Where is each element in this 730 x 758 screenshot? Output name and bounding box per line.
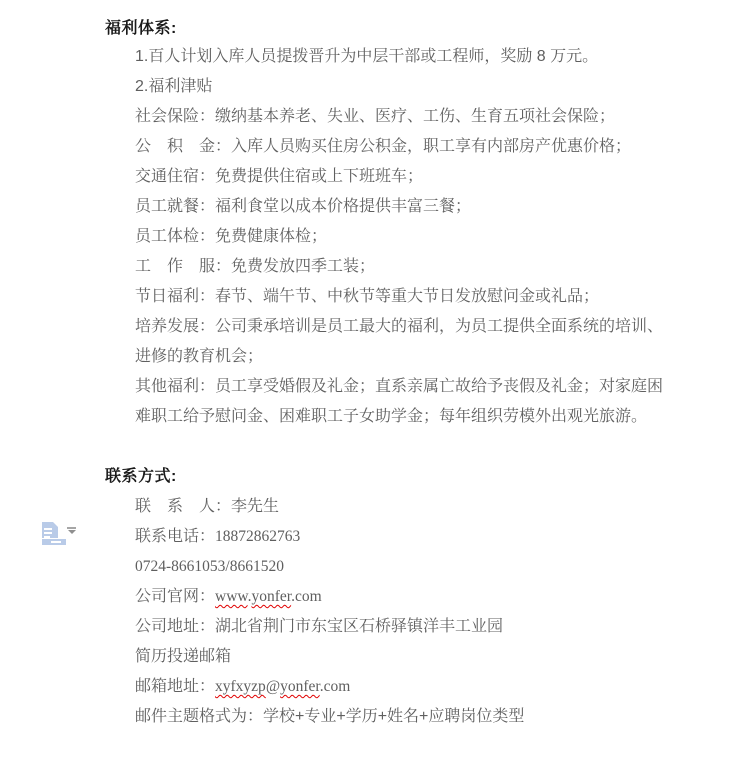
text-segment: . <box>319 678 324 695</box>
welfare-section-body <box>135 42 663 432</box>
text-segment: 18872862763 <box>215 528 301 545</box>
icon-clipboard-bar <box>42 538 66 546</box>
text-line <box>135 342 663 372</box>
spellcheck-flagged-text: yonfer <box>280 678 320 695</box>
text-segment: 简历投递邮箱 <box>135 648 232 665</box>
chevron-down-icon[interactable] <box>66 527 77 535</box>
text-segment: 交通住宿：免费提供住宿或上下班班车； <box>135 168 424 185</box>
text-segment: 社会保险：缴纳基本养老、失业、医疗、工伤、生育五项社会保险； <box>135 108 616 125</box>
text-segment: 其他福利：员工享受婚假及礼金；直系亲属亡故给予丧假及礼金；对家庭困 <box>135 378 664 395</box>
text-line <box>135 252 663 282</box>
text-segment: @ <box>265 678 281 695</box>
contact-section-body <box>135 492 524 732</box>
text-line <box>135 492 524 522</box>
text-line <box>135 402 663 432</box>
text-segment: . <box>247 588 252 605</box>
text-segment: 公司官网： <box>135 588 216 605</box>
text-segment: 员工体检：免费健康体检； <box>135 228 328 245</box>
page-fold <box>53 522 58 527</box>
text-segment: com <box>294 588 322 605</box>
chevron-triangle <box>68 530 76 534</box>
contact-section-heading: 联系方式: <box>105 468 177 485</box>
spellcheck-flagged-text: www <box>215 588 248 605</box>
text-line <box>135 132 663 162</box>
text-line <box>135 702 524 732</box>
text-line <box>135 552 524 582</box>
text-segment: 培养发展：公司秉承培训是员工最大的福利，为员工提供全面系统的培训、 <box>135 318 664 335</box>
text-segment: 工 作 服：免费发放四季工装； <box>135 258 376 275</box>
text-segment: 2.福利津贴 <box>135 78 213 95</box>
text-segment: 0724-8661053/8661520 <box>135 558 284 575</box>
icon-bar-gap <box>51 541 61 543</box>
text-segment: 难职工给予慰问金、困难职工子女助学金；每年组织劳模外出观光旅游。 <box>135 408 648 425</box>
welfare-section-heading: 福利体系: <box>105 20 177 37</box>
text-line <box>135 282 663 312</box>
text-segment: com <box>323 678 351 695</box>
text-segment: 节日福利：春节、端午节、中秋节等重大节日发放慰问金或礼品； <box>135 288 600 305</box>
text-line <box>135 162 663 192</box>
text-segment: 公司地址：湖北省荆门市东宝区石桥驿镇洋丰工业园 <box>135 618 504 635</box>
text-line <box>135 612 524 642</box>
text-segment: 员工就餐：福利食堂以成本价格提供丰富三餐； <box>135 198 472 215</box>
text-segment: 进修的教育机会； <box>135 348 264 365</box>
text-line <box>135 372 663 402</box>
text-line <box>135 222 663 252</box>
icon-text-line <box>44 532 52 534</box>
text-segment: 联 系 人：李先生 <box>135 498 280 515</box>
text-line <box>135 42 663 72</box>
text-line <box>135 642 524 672</box>
icon-text-line <box>44 528 52 530</box>
paste-options-icon <box>42 522 58 544</box>
text-line <box>135 522 524 552</box>
text-segment: 公 积 金：入库人员购买住房公积金，职工享有内部房产优惠价格； <box>135 138 632 155</box>
text-line <box>135 72 663 102</box>
text-line <box>135 582 524 612</box>
spellcheck-flagged-text: xyfxyzp <box>215 678 266 695</box>
text-segment: . <box>291 588 295 605</box>
text-line <box>135 192 663 222</box>
text-line <box>135 102 663 132</box>
spellcheck-flagged-text: yonfer <box>251 588 292 605</box>
text-segment: 联系电话： <box>135 528 216 545</box>
chevron-bar <box>67 527 76 529</box>
text-line <box>135 312 663 342</box>
paste-options-button[interactable] <box>40 518 82 548</box>
text-segment: 1.百人计划入库人员提拨晋升为中层干部或工程师，奖励 8 万元。 <box>135 48 599 65</box>
text-segment: 邮件主题格式为：学校+专业+学历+姓名+应聘岗位类型 <box>135 708 525 725</box>
text-segment: 邮箱地址： <box>135 678 216 695</box>
text-line <box>135 672 524 702</box>
